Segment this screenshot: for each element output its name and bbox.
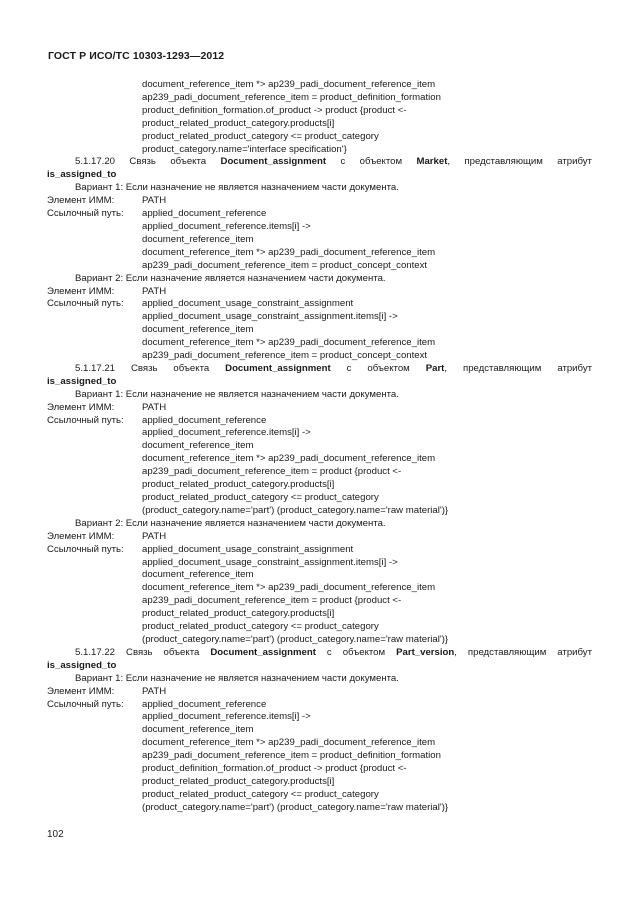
variant-label: Вариант 1: xyxy=(75,388,124,400)
path-line: document_reference_item *> ap239_padi_document_reference_item xyxy=(142,453,436,465)
element-value: PATH xyxy=(142,401,167,413)
attribute-name: is_assigned_to xyxy=(47,375,117,387)
path-line: document_reference_item xyxy=(142,724,254,736)
intro-path-block xyxy=(47,79,592,156)
section-heading xyxy=(47,647,592,660)
path-line: product_related_product_category <= product_category xyxy=(142,130,379,142)
path-label: Ссылочный путь: xyxy=(47,298,124,310)
section-5-1-17-20 xyxy=(47,156,592,363)
path-line: applied_document_usage_constraint_assignment xyxy=(142,543,354,555)
variant-label: Вариант 1: xyxy=(75,672,124,684)
section-mid-text: с объектом xyxy=(340,156,403,168)
document-header: ГОСТ Р ИСО/ТС 10303-1293—2012 xyxy=(48,50,225,62)
path-line: product_related_product_category <= product_category xyxy=(142,492,379,503)
variant-text: Если назначение не является назначением части документа. xyxy=(125,182,399,194)
path-line: document_reference_item xyxy=(142,324,254,336)
element-value: PATH xyxy=(142,685,167,697)
variant-line xyxy=(47,673,592,686)
path-line: (product_category.name='part') (product_category.name='raw material')} xyxy=(142,504,449,516)
section-post-text: , представляющим атрибут xyxy=(454,646,592,658)
element-row xyxy=(47,531,592,544)
section-number: 5.1.17.20 xyxy=(75,156,116,168)
path-line: document_reference_item xyxy=(142,440,254,452)
path-line: product_definition_formation.of_product -> product {product <- xyxy=(142,104,407,116)
path-line: document_reference_item *> ap239_padi_document_reference_item xyxy=(142,337,436,349)
path-line: applied_document_reference.items[i] -> xyxy=(142,427,311,439)
entity-name: Document_assignment xyxy=(225,362,331,374)
element-value: PATH xyxy=(142,195,167,207)
attribute-name: is_assigned_to xyxy=(47,659,117,671)
entity-name: Document_assignment xyxy=(210,646,316,658)
path-line: product_related_product_category.products[i] xyxy=(142,775,335,787)
path-line: applied_document_usage_constraint_assignment.items[i] -> xyxy=(142,556,398,568)
page-number: 102 xyxy=(47,829,64,840)
path-row xyxy=(47,415,592,428)
variant-text: Если назначение является назначением части документа. xyxy=(125,517,386,529)
section-post-text: , представляющим атрибут xyxy=(444,362,593,374)
variant-line xyxy=(47,273,592,286)
section-5-1-17-21 xyxy=(47,363,592,647)
target-entity-name: Part xyxy=(425,362,445,374)
element-value: PATH xyxy=(142,530,167,542)
path-line: ap239_padi_document_reference_item = product {product <- xyxy=(142,466,402,478)
path-line: product_category.name='interface specification'} xyxy=(142,143,347,155)
path-line: (product_category.name='part') (product_category.name='raw material')} xyxy=(142,633,449,645)
path-label: Ссылочный путь: xyxy=(47,543,124,555)
element-row xyxy=(47,686,592,699)
path-row xyxy=(47,544,592,557)
variant-label: Вариант 1: xyxy=(75,182,124,194)
path-line: applied_document_reference.items[i] -> xyxy=(142,220,311,232)
path-line: product_related_product_category.products[i] xyxy=(142,608,335,620)
element-row xyxy=(47,402,592,415)
section-pre-text: Связь объекта xyxy=(129,156,207,168)
path-line: product_related_product_category <= product_category xyxy=(142,788,379,800)
path-row xyxy=(47,208,592,221)
section-number: 5.1.17.22 xyxy=(75,646,116,658)
path-line: ap239_padi_document_reference_item = product_concept_context xyxy=(142,350,428,362)
target-entity-name: Market xyxy=(416,156,448,168)
variant-label: Вариант 2: xyxy=(75,517,124,529)
variant-line xyxy=(47,389,592,402)
element-value: PATH xyxy=(142,285,167,297)
section-5-1-17-22 xyxy=(47,647,592,815)
path-row xyxy=(47,699,592,712)
element-label: Элемент ИММ: xyxy=(47,401,115,413)
element-row xyxy=(47,195,592,208)
path-line: product_definition_formation.of_product -> product {product <- xyxy=(142,763,407,775)
path-line: document_reference_item *> ap239_padi_document_reference_item xyxy=(142,79,436,90)
path-line: product_related_product_category.products[i] xyxy=(142,479,335,491)
section-heading xyxy=(47,363,592,376)
path-line: ap239_padi_document_reference_item = product {product <- xyxy=(142,595,402,607)
path-label: Ссылочный путь: xyxy=(47,414,124,426)
element-label: Элемент ИММ: xyxy=(47,195,115,207)
variant-text: Если назначение не является назначением части документа. xyxy=(125,672,399,684)
path-line: applied_document_reference xyxy=(142,698,267,710)
path-line: applied_document_reference xyxy=(142,208,267,220)
attribute-name: is_assigned_to xyxy=(47,169,117,181)
path-line: ap239_padi_document_reference_item = product_definition_formation xyxy=(142,750,441,762)
variant-label: Вариант 2: xyxy=(75,272,124,284)
path-line: document_reference_item *> ap239_padi_document_reference_item xyxy=(142,582,436,594)
section-heading xyxy=(47,156,592,169)
path-label: Ссылочный путь: xyxy=(47,698,124,710)
path-line: document_reference_item xyxy=(142,233,254,245)
path-line: document_reference_item xyxy=(142,569,254,581)
path-line: ap239_padi_document_reference_item = product_concept_context xyxy=(142,259,428,271)
section-pre-text: Связь объекта xyxy=(126,646,200,658)
document-body xyxy=(47,79,592,815)
section-mid-text: с объектом xyxy=(346,362,410,374)
element-label: Элемент ИММ: xyxy=(47,685,115,697)
path-line: ap239_padi_document_reference_item = product_definition_formation xyxy=(142,91,441,103)
path-line: product_related_product_category <= product_category xyxy=(142,621,379,633)
path-line: applied_document_reference.items[i] -> xyxy=(142,711,311,723)
section-post-text: , представляющим атрибут xyxy=(447,156,592,168)
section-mid-text: с объектом xyxy=(326,646,386,658)
section-number: 5.1.17.21 xyxy=(75,362,116,374)
section-pre-text: Связь объекта xyxy=(130,362,210,374)
path-row xyxy=(47,298,592,311)
path-line: document_reference_item *> ap239_padi_document_reference_item xyxy=(142,737,436,749)
element-label: Элемент ИММ: xyxy=(47,530,115,542)
entity-name: Document_assignment xyxy=(220,156,327,168)
path-label: Ссылочный путь: xyxy=(47,208,124,220)
target-entity-name: Part_version xyxy=(396,646,455,658)
path-line: (product_category.name='part') (product_category.name='raw material')} xyxy=(142,801,449,813)
path-line: document_reference_item *> ap239_padi_document_reference_item xyxy=(142,246,436,258)
element-label: Элемент ИММ: xyxy=(47,285,115,297)
path-line: product_related_product_category.products[i] xyxy=(142,117,335,129)
element-row xyxy=(47,286,592,299)
variant-text: Если назначение является назначением части документа. xyxy=(125,272,386,284)
variant-line xyxy=(47,518,592,531)
variant-text: Если назначение не является назначением части документа. xyxy=(125,388,399,400)
path-line: applied_document_reference xyxy=(142,414,267,426)
sections-container xyxy=(47,156,592,814)
variant-line xyxy=(47,182,592,195)
path-line: applied_document_usage_constraint_assignment xyxy=(142,298,354,310)
path-line: applied_document_usage_constraint_assignment.items[i] -> xyxy=(142,311,398,323)
